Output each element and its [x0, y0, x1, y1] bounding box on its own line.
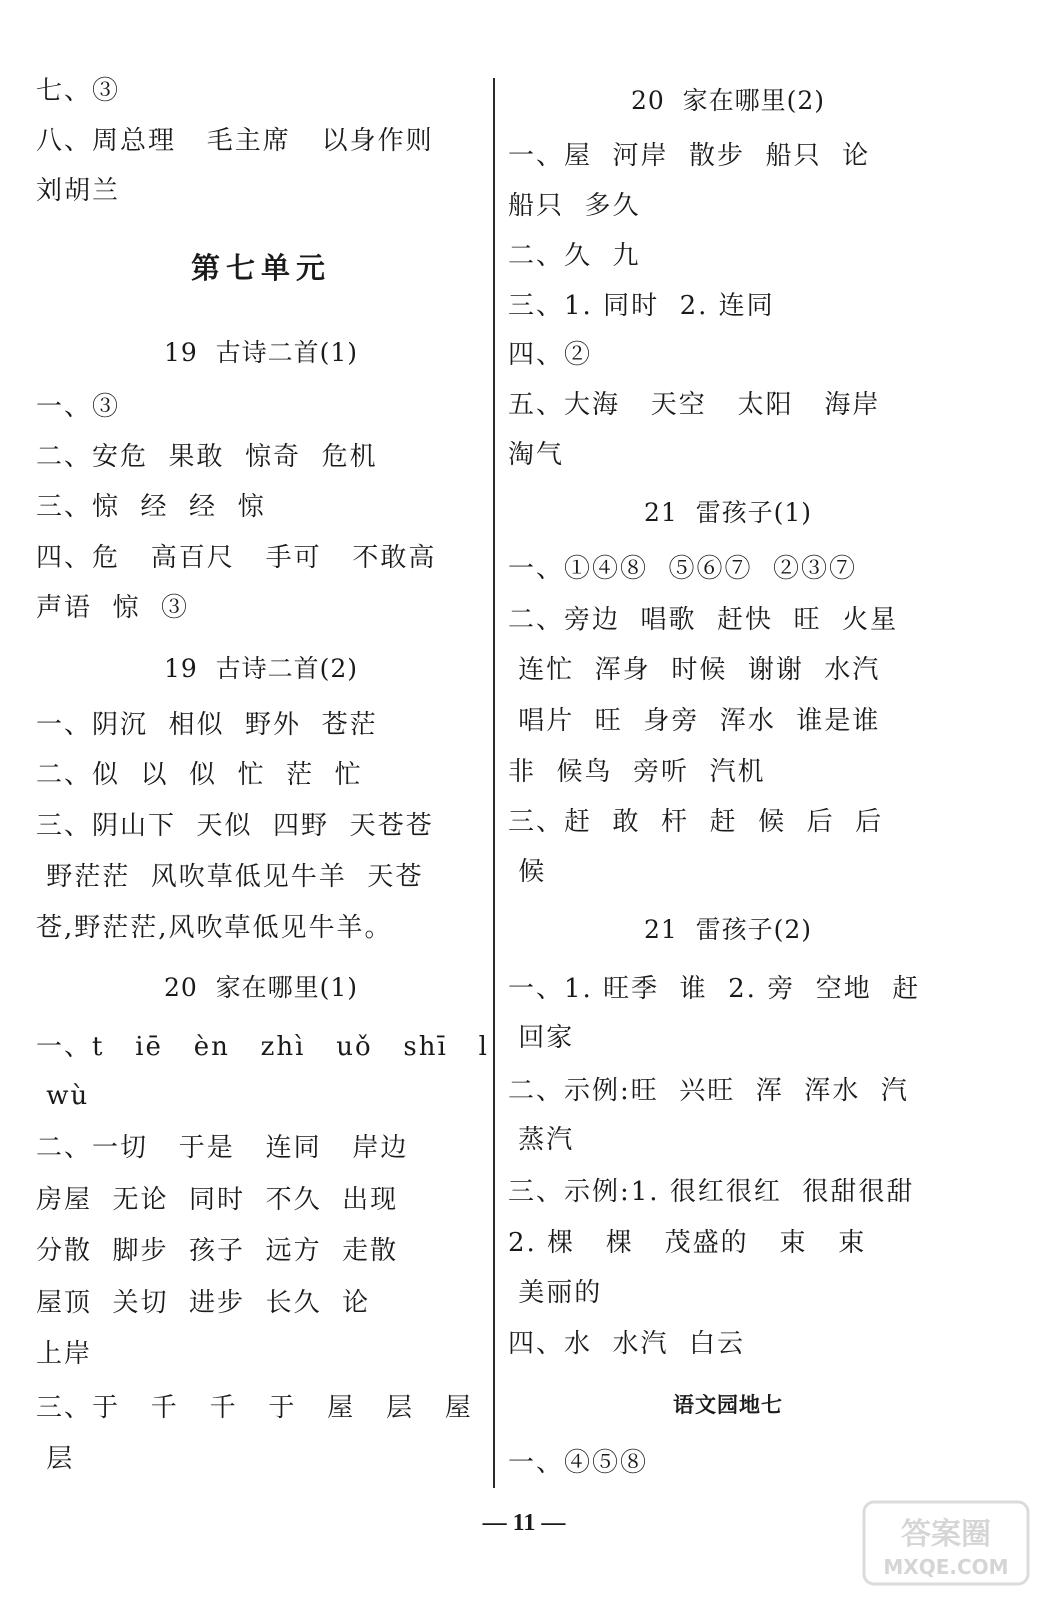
right-answer-line: 淘气: [508, 440, 565, 470]
left-answer-line: 苍,野茫茫,风吹草低见牛羊。: [36, 913, 393, 943]
right-answer-line: 一、①④⑧ ⑤⑥⑦ ②③⑦: [508, 554, 858, 584]
right-answer-line: 一、屋 河岸 散步 船只 论: [508, 141, 871, 171]
right-answer-line: 2. 棵 棵 茂盛的 束 束: [508, 1228, 867, 1258]
left-answer-line: 刘胡兰: [36, 176, 121, 206]
watermark-text: 答案圈: [901, 1517, 991, 1552]
right-answer-line: 蒸汽: [508, 1125, 575, 1155]
left-answer-line: wù: [36, 1081, 90, 1111]
left-answer-line: 房屋 无论 同时 不久 出现: [36, 1185, 399, 1215]
right-answer-line: 连忙 浑身 时候 谢谢 水汽: [508, 655, 881, 685]
left-answer-line: 分散 脚步 孩子 远方 走散: [36, 1236, 399, 1266]
lesson-heading: 21 雷孩子(2): [643, 915, 813, 944]
column-divider: [493, 78, 495, 1488]
right-answer-line: 非 候鸟 旁听 汽机: [508, 757, 766, 787]
left-answer-line: 野茫茫 风吹草低见牛羊 天苍: [36, 862, 424, 892]
left-answer-line: 二、似 以 似 忙 茫 忙: [36, 760, 363, 790]
left-answer-line: 一、阴沉 相似 野外 苍茫: [36, 710, 378, 740]
left-answer-line: 上岸: [36, 1339, 93, 1369]
right-answer-line: 四、水 水汽 白云: [508, 1329, 746, 1359]
right-answer-line: 三、示例:1. 很红很红 很甜很甜: [508, 1177, 915, 1207]
right-answer-line: 美丽的: [508, 1278, 603, 1308]
lesson-heading: 20 家在哪里(2): [630, 86, 826, 115]
left-answer-line: 三、于 千 千 于 屋 层 屋: [36, 1393, 473, 1423]
lesson-heading: 21 雷孩子(1): [643, 498, 813, 527]
right-answer-line: 船只 多久: [508, 191, 641, 221]
left-answer-line: 二、一切 于是 连同 岸边: [36, 1133, 409, 1163]
right-answer-line: 四、②: [508, 340, 593, 370]
left-answer-line: 一、③: [36, 392, 121, 422]
left-answer-line: 层: [36, 1444, 75, 1474]
right-answer-line: 一、④⑤⑧: [508, 1448, 649, 1478]
left-answer-line: 七、③: [36, 76, 121, 106]
right-answer-line: 五、大海 天空 太阳 海岸: [508, 390, 881, 420]
right-answer-line: 二、示例:旺 兴旺 浑 浑水 汽: [508, 1076, 909, 1106]
left-answer-line: 屋顶 关切 进步 长久 论: [36, 1288, 371, 1318]
right-answer-line: 二、久 九: [508, 241, 641, 271]
right-answer-line: 二、旁边 唱歌 赶快 旺 火星: [508, 605, 899, 635]
left-answer-line: 声语 惊 ③: [36, 593, 190, 623]
right-answer-line: 候: [508, 857, 547, 887]
page-number: — 11 —: [482, 1510, 566, 1536]
right-answer-line: 一、1. 旺季 谁 2. 旁 空地 赶: [508, 974, 921, 1004]
watermark-url: MXQE.COM: [883, 1555, 1009, 1579]
left-answer-line: 八、周总理 毛主席 以身作则: [36, 126, 434, 156]
right-answer-line: 回家: [508, 1023, 575, 1053]
left-answer-line: 一、t iē èn zhì uǒ shī l: [36, 1032, 489, 1062]
lesson-heading: 语文园地七: [673, 1392, 783, 1417]
watermark-logo: [862, 1500, 1030, 1586]
right-answer-line: 唱片 旺 身旁 浑水 谁是谁: [508, 706, 881, 736]
right-answer-line: 三、1. 同时 2. 连同: [508, 291, 775, 321]
lesson-heading: 19 古诗二首(2): [163, 654, 359, 683]
left-answer-line: 二、安危 果敢 惊奇 危机: [36, 442, 378, 472]
left-answer-line: 三、惊 经 经 惊: [36, 492, 266, 522]
unit-heading: 第七单元: [190, 251, 331, 285]
lesson-heading: 19 古诗二首(1): [163, 338, 359, 367]
lesson-heading: 20 家在哪里(1): [163, 973, 359, 1002]
right-answer-line: 三、赶 敢 杆 赶 候 后 后: [508, 807, 884, 837]
left-answer-line: 三、阴山下 天似 四野 天苍苍: [36, 811, 434, 841]
left-answer-line: 四、危 高百尺 手可 不敢高: [36, 543, 437, 573]
